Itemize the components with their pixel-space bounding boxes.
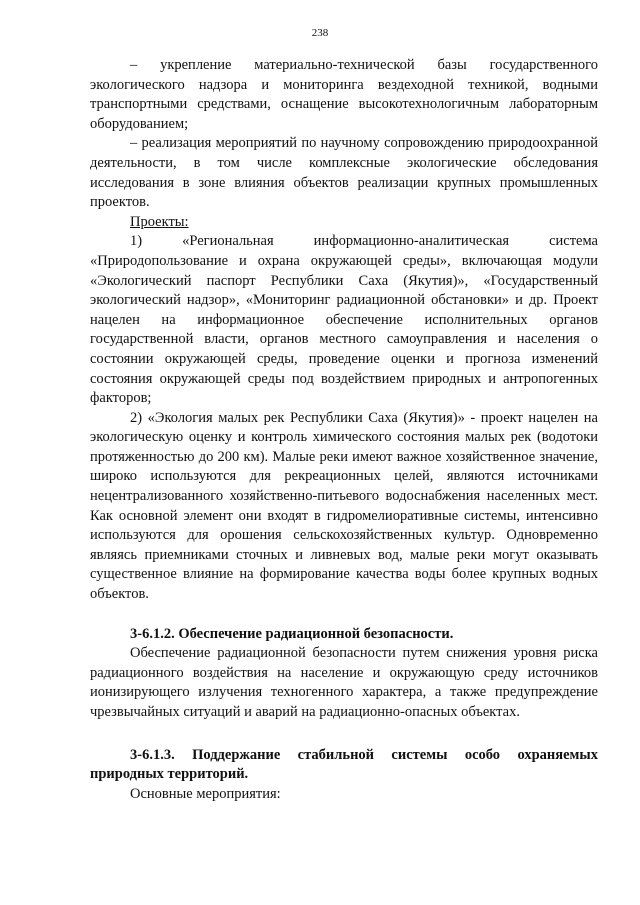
paragraph-radiation: Обеспечение радиационной безопасности путем снижения уровня риска радиационного воздействия на население и окружающую среду источников ионизирующего излучения техногенного характера, а также предупреждение чрезвычайных ситуаций и аварий на радиационно-опасных объектах.: [90, 645, 598, 720]
document-body: [90, 56, 598, 804]
paragraph-research: – реализация мероприятий по научному сопровождению природоохранной деятельности, в том числе комплексные экологические обследования исследования в зоне влияния объектов реализации крупных промышленных проектов.: [90, 135, 598, 211]
paragraph-equipment: – укрепление материально-технической базы государственного экологического надзора и мониторинга вездеходной техникой, водными транспортными средствами, оснащение высокотехнологичным лабораторным оборудованием;: [90, 57, 598, 132]
paragraph-project-2: 2) «Экология малых рек Республики Саха (Якутия)» - проект нацелен на экологическую оценку и контроль химического состояния малых рек (водотоки протяженностью до 200 км). Малые реки имеют важное хозяйственное значение, широко используются для рекреационных целей, являются источниками нецентрализованного хозяйственно-питьевого водоснабжения населенных мест. Как основной элемент они входят в гидромелиоративные системы, интенсивно используются для орошения сельскохозяйственных культур. Одновременно являясь приемниками сточных и ливневых вод, малые реки могут оказывать существенное влияние на формирование качества воды более крупных водных объектов.: [90, 409, 598, 603]
section-heading-protected-areas: 3-6.1.3. Поддержание стабильной системы особо охраняемых природных территорий.: [90, 746, 598, 783]
section-heading-radiation: 3-6.1.2. Обеспечение радиационной безопасности.: [130, 625, 454, 642]
projects-label-line: [90, 213, 598, 233]
paragraph-main-measures: Основные мероприятия:: [130, 785, 281, 802]
paragraph-project-1: 1) «Региональная информационно-аналитическая система «Природопользование и охрана окружающей среды», включающая модули «Экологический паспорт Республики Саха (Якутия)», «Государственный экологический надзор», «Мониторинг радиационной обстановки» и др. Проект нацелен на информационное обеспечение исполнительных органов государственной власти, органов местного самоуправления и населения о состоянии окружающей среды, проведение оценки и прогноза изменений состояния окружающей среды под воздействием природных и антропогенных факторов;: [90, 233, 598, 407]
page-number: 238: [311, 27, 329, 39]
projects-label: Проекты:: [130, 213, 189, 230]
